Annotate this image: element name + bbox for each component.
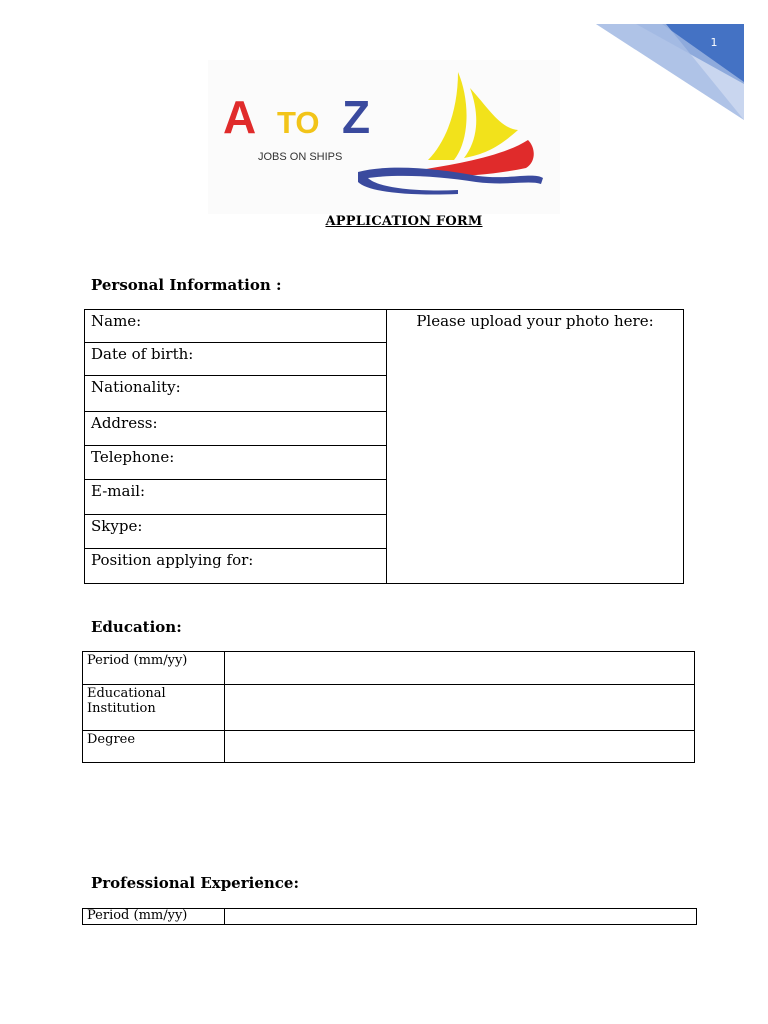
logo-to: TO (277, 105, 320, 140)
experience-table (82, 908, 697, 925)
page-number: 1 (710, 36, 718, 49)
logo-letter-z: Z (342, 91, 371, 143)
personal-info-heading: Personal Information : (91, 276, 282, 294)
photo-upload-area[interactable] (387, 310, 684, 584)
education-period-input[interactable] (225, 652, 695, 685)
education-institution-label: Educational Institution (83, 685, 225, 731)
skype-field[interactable] (85, 515, 387, 549)
telephone-field[interactable] (85, 446, 387, 480)
education-degree-input[interactable] (225, 731, 695, 763)
logo-tagline: JOBS ON SHIPS (258, 151, 343, 163)
name-field[interactable] (85, 310, 387, 343)
nationality-field[interactable] (85, 376, 387, 412)
address-label: Address: (91, 414, 158, 432)
company-logo (208, 60, 560, 214)
name-label: Name: (91, 312, 142, 330)
personal-info-table (84, 309, 684, 584)
education-heading: Education: (91, 618, 182, 636)
address-field[interactable] (85, 412, 387, 446)
position-label: Position applying for: (91, 551, 254, 569)
education-period-label: Period (mm/yy) (83, 652, 225, 685)
logo-letter-a: A (223, 91, 257, 143)
nationality-label: Nationality: (91, 378, 181, 396)
form-title: APPLICATION FORM (325, 214, 483, 229)
experience-period-input[interactable] (225, 909, 697, 925)
education-institution-input[interactable] (225, 685, 695, 731)
education-degree-label: Degree (83, 731, 225, 763)
dob-label: Date of birth: (91, 345, 194, 363)
logo-image (208, 60, 560, 214)
email-label: E-mail: (91, 482, 146, 500)
education-table (82, 651, 695, 763)
telephone-label: Telephone: (91, 448, 175, 466)
experience-period-label: Period (mm/yy) (83, 909, 225, 925)
email-field[interactable] (85, 480, 387, 515)
position-field[interactable] (85, 549, 387, 584)
experience-heading: Professional Experience: (91, 874, 299, 892)
photo-upload-label: Please upload your photo here: (416, 312, 654, 330)
skype-label: Skype: (91, 517, 143, 535)
dob-field[interactable] (85, 343, 387, 376)
